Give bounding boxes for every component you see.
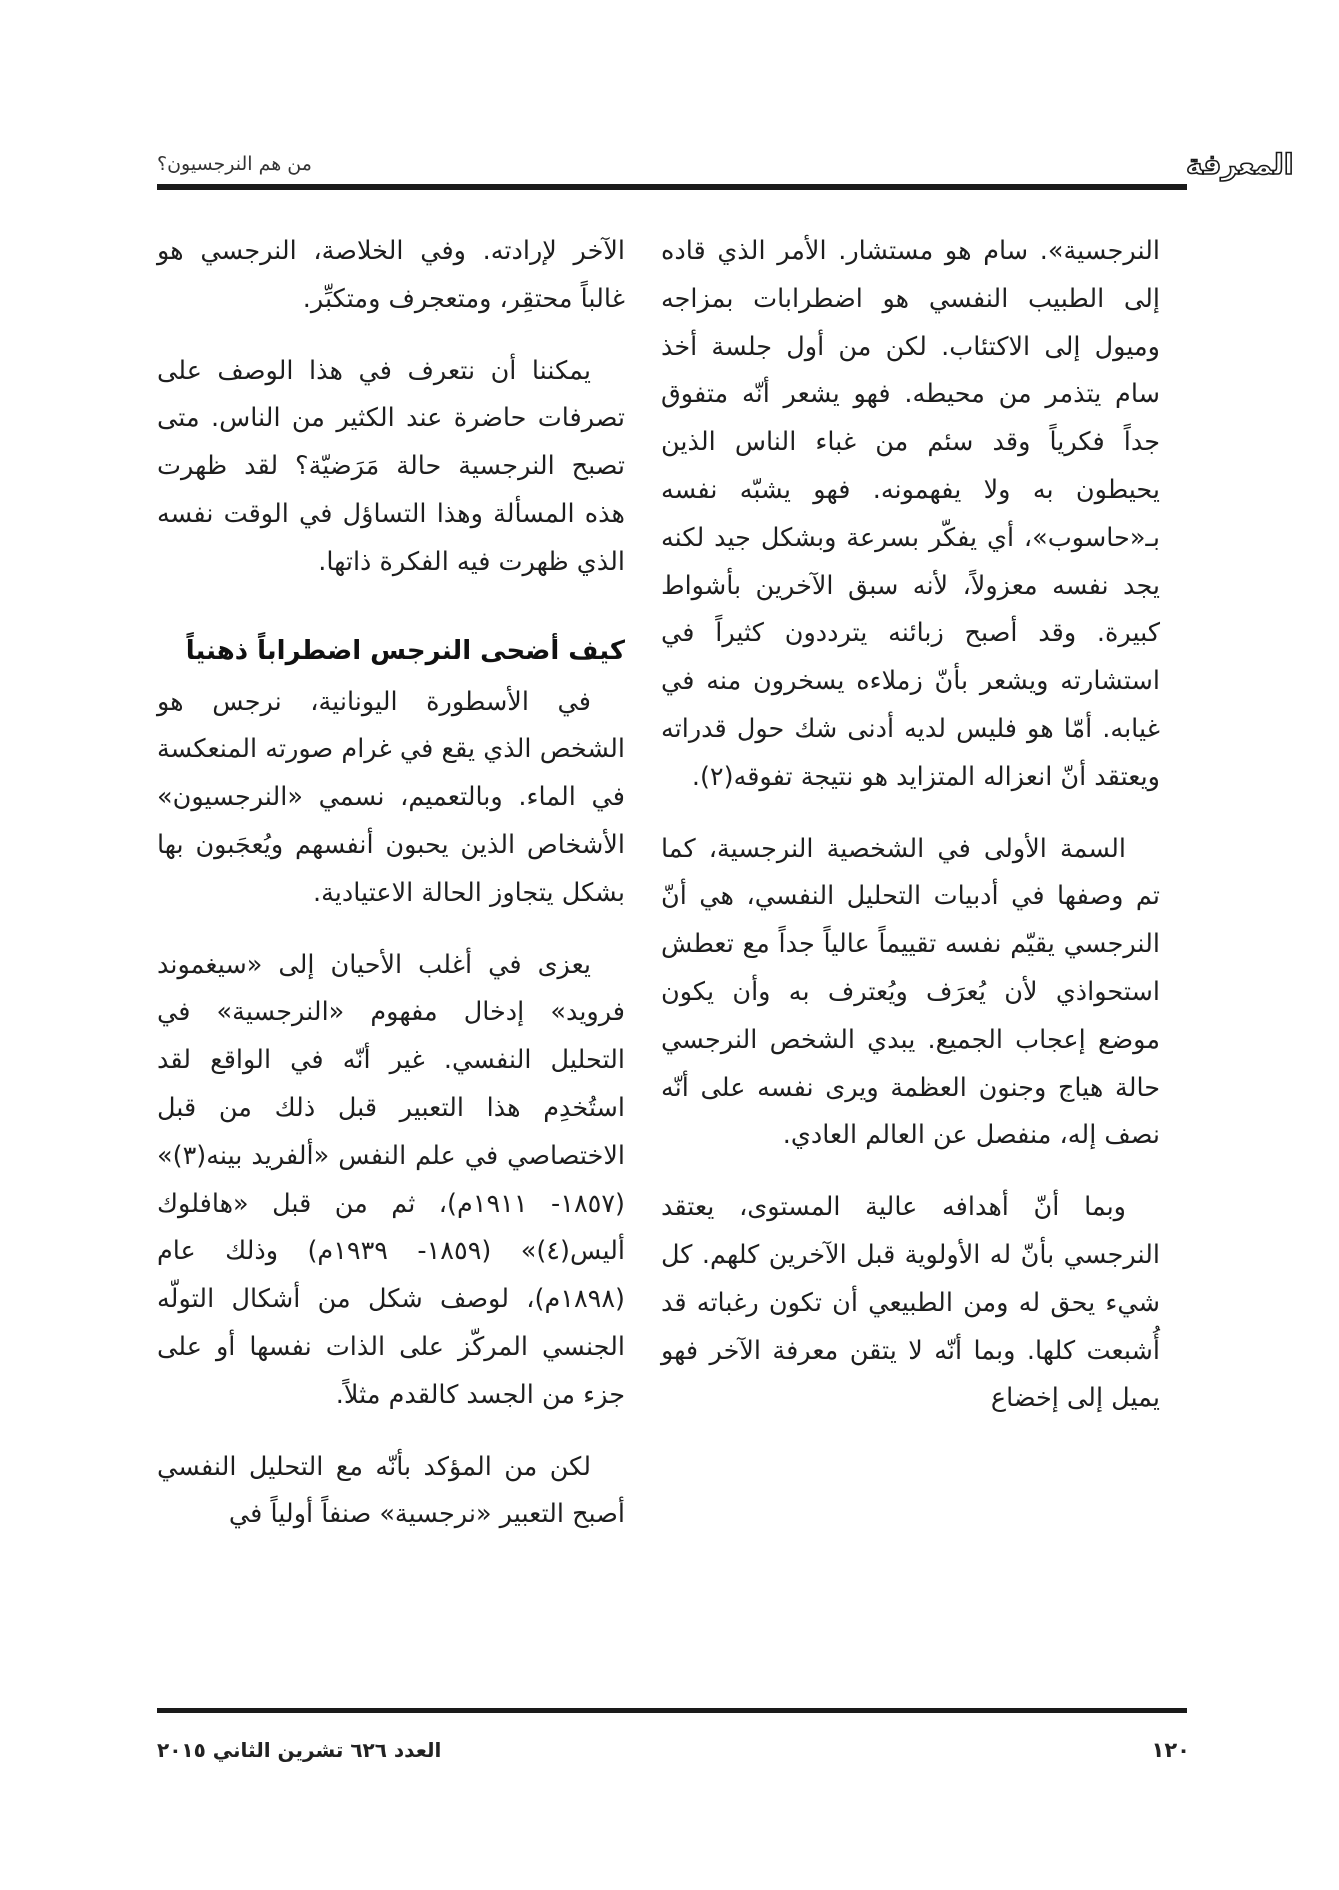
right-column (661, 228, 1160, 1698)
magazine-logo-text: المعرفة (1186, 148, 1294, 181)
page-number: ١٢٠ (1151, 1738, 1190, 1762)
body-paragraph: في الأسطورة اليونانية، نرجس هو الشخص الذي يقع في غرام صورته المنعكسة في الماء. وبالتعميم، نسمي «النرجسيون» الأشخاص الذين يحبون أنفسهم ويُعجَبون بها بشكل يتجاوز الحالة الاعتيادية. (157, 686, 625, 908)
magazine-logo (1040, 147, 1294, 181)
body-paragraph: السمة الأولى في الشخصية النرجسية، كما تم وصفها في أدبيات التحليل النفسي، هي أنّ النرجسي يقيّم نفسه تقييماً عالياً جداً مع تعطش استحواذي لأن يُعرَف ويُعترف به وأن يكون موضع إعجاب الجميع. يبدي الشخص النرجسي حالة هياج وجنون العظمة ويرى نفسه على أنّه نصف إله، منفصل عن العالم العادي. (661, 833, 1160, 1151)
magazine-logo-mark (1040, 148, 1294, 181)
body-paragraph: يعزى في أغلب الأحيان إلى «سيغموند فرويد» إدخال مفهوم «النرجسية» في التحليل النفسي. غير أنّه في الواقع لقد استُخدِم هذا التعبير قبل ذلك من قبل الاختصاصي في علم النفس «ألفريد بينه(٣)» (١٨٥٧- ١٩١١م)، ثم من قبل «هافلوك أليس(٤)» (١٨٥٩- ١٩٣٩م) وذلك عام (١٨٩٨م)، لوصف شكل من أشكال التولّه الجنسي المركّز على الذات نفسها أو على جزء من الجسد كالقدم مثلاً. (157, 949, 626, 1410)
header-rule (157, 184, 1187, 190)
body-paragraph: لكن من المؤكد بأنّه مع التحليل النفسي أصبح التعبير «نرجسية» صنفاً أولياً في (157, 1451, 625, 1530)
body-paragraph: وبما أنّ أهدافه عالية المستوى، يعتقد النرجسي بأنّ له الأولوية قبل الآخرين كلهم. كل شيء يحق له ومن الطبيعي أن تكون رغباته قد أُشبعت كلها. وبما أنّه لا يتقن معرفة الآخر فهو يميل إلى إخضاع (661, 1192, 1160, 1414)
body-paragraph: النرجسية». سام هو مستشار. الأمر الذي قاده إلى الطبيب النفسي هو اضطرابات بمزاجه وميول إلى الاكتئاب. لكن من أول جلسة أخذ سام يتذمر من محيطه. فهو يشعر أنّه متفوق جداً فكرياً وقد سئم من غباء الناس الذين يحيطون به ولا يفهمونه. فهو يشبّه نفسه بـ«حاسوب»، أي يفكّر بسرعة وبشكل جيد لكنه يجد نفسه معزولاً، لأنه سبق الآخرين بأشواط كبيرة. وقد أصبح زبائنه يترددون كثيراً في استشارته ويشعر بأنّ زملاءه يسخرون منه في غيابه. أمّا هو فليس لديه أدنى شك حول قدراته ويعتقد أنّ انعزاله المتزايد هو نتيجة تفوقه(٢). (661, 236, 1160, 792)
issue-info: العدد ٦٢٦ تشرين الثاني ٢٠١٥ (157, 1738, 442, 1762)
running-title: من هم النرجسيون؟ (157, 153, 312, 175)
body-paragraph: يمكننا أن نتعرف في هذا الوصف على تصرفات حاضرة عند الكثير من الناس. متى تصبح النرجسية حالة مَرَضيّة؟ لقد ظهرت هذه المسألة وهذا التساؤل في الوقت نفسه الذي ظهرت فيه الفكرة ذاتها. (157, 355, 625, 577)
section-heading: كيف أضحى النرجس اضطراباً ذهنياً (185, 635, 625, 666)
body-paragraph: الآخر لإرادته. وفي الخلاصة، النرجسي هو غالباً محتقِر، ومتعجرف ومتكبِّر. (157, 236, 625, 314)
footer-rule (157, 1708, 1187, 1713)
left-column (157, 228, 625, 1698)
